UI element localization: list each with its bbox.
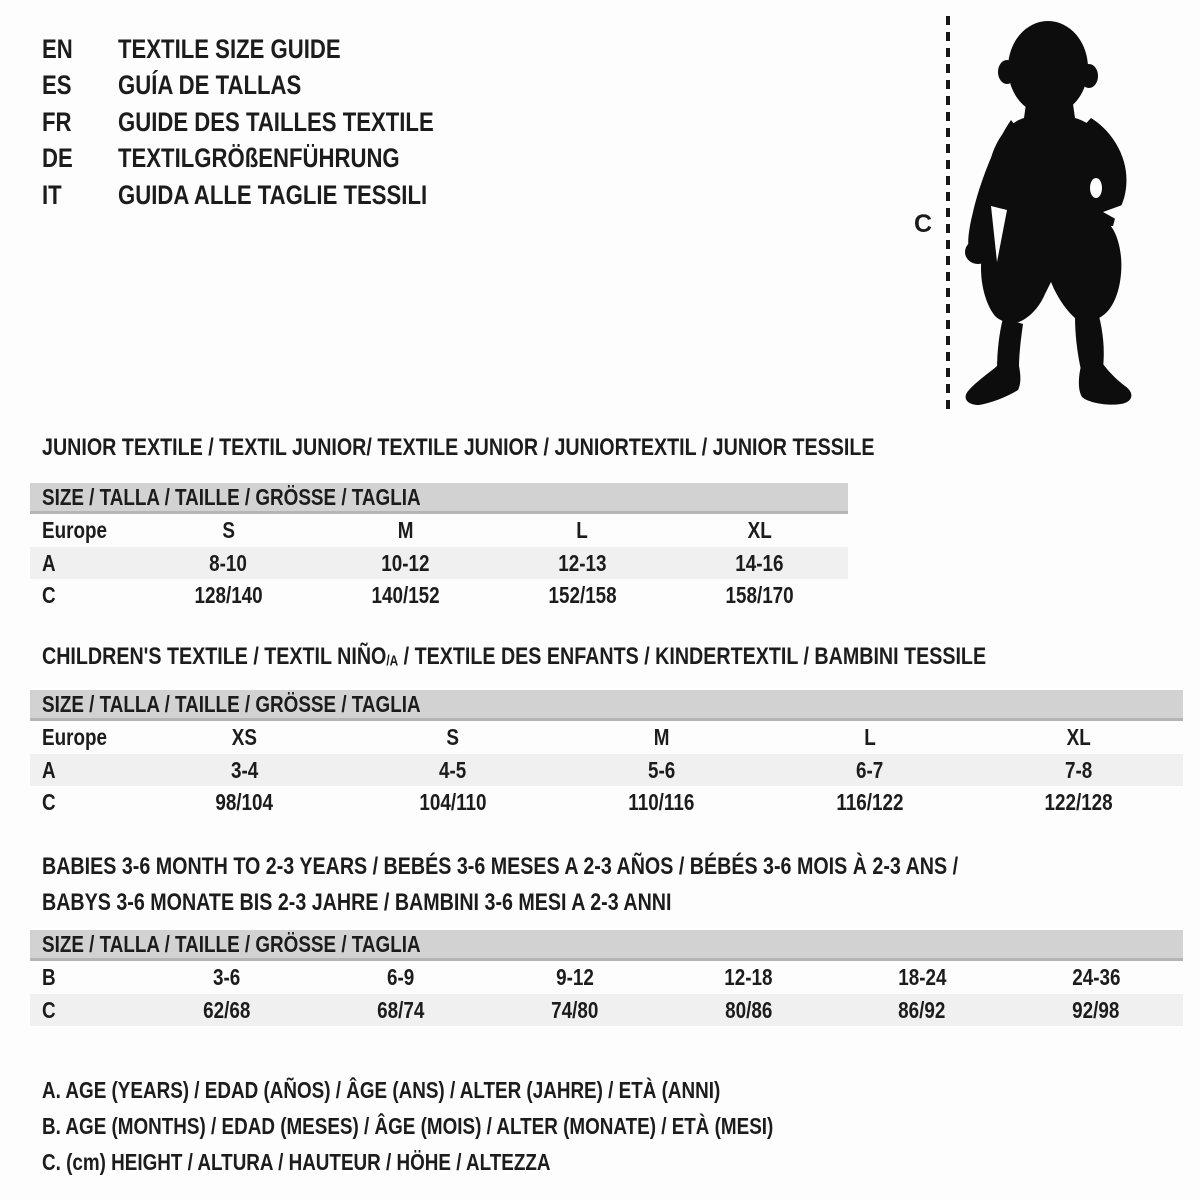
cell: XS (231, 724, 257, 750)
cell: 4-5 (439, 756, 467, 783)
cell: 80/86 (724, 996, 772, 1023)
cell: S (446, 724, 460, 750)
row-label: B (42, 964, 56, 990)
lang-code: DE (42, 143, 73, 174)
legend-line-a: A. AGE (YEARS) / EDAD (AÑOS) / ÂGE (ANS) / ALTER (JAHRE) / ETÀ (ANNI) (42, 1077, 721, 1103)
lang-row-it (42, 177, 503, 214)
cell: 6-7 (856, 756, 884, 783)
babies-section-title: BABIES 3-6 MONTH TO 2-3 YEARS / BEBÉS 3-6 MESES A 2-3 AÑOS / BÉBÉS 3-6 MOIS À 2-3 ANS / BABYS 3-6 MONATE BIS 2-3 JAHRE / BAMBINI 3-6 MESI A 2-3 ANNI (42, 853, 959, 916)
nino-a-subscript: /A (386, 653, 399, 670)
cell: 5-6 (647, 756, 676, 783)
cell: 3-4 (230, 756, 258, 783)
guide-title-de: TEXTILGRÖßENFÜHRUNG (118, 143, 400, 174)
cell: 86/92 (898, 996, 946, 1023)
lang-code: EN (42, 33, 73, 64)
junior-section-title: JUNIOR TEXTILE / TEXTIL JUNIOR/ TEXTILE JUNIOR / JUNIORTEXTIL / JUNIOR TESSILE (42, 434, 875, 461)
guide-title-en: TEXTILE SIZE GUIDE (118, 33, 341, 64)
cell: 68/74 (377, 996, 425, 1023)
language-title-list (42, 31, 503, 214)
lang-row-es (42, 68, 503, 105)
row-label: C (42, 996, 56, 1023)
cell: 128/140 (194, 582, 263, 608)
cell: 10-12 (381, 549, 430, 576)
table-row (30, 754, 1183, 787)
lang-code: ES (42, 70, 72, 101)
cell: 12-18 (724, 964, 773, 990)
legend-line-c: C. (cm) HEIGHT / ALTURA / HAUTEUR / HÖHE / ALTEZZA (42, 1149, 551, 1175)
junior-table (30, 483, 848, 612)
cell: 9-12 (555, 964, 594, 990)
cell: 7-8 (1065, 756, 1093, 783)
row-label: C (42, 582, 56, 608)
table-row (30, 994, 1183, 1027)
table-row (30, 547, 848, 580)
cell: M (397, 517, 414, 543)
table-row (30, 721, 1183, 754)
measurement-legend (42, 1072, 934, 1180)
table-row (30, 961, 1183, 994)
cell: 6-9 (387, 964, 415, 990)
lang-row-en (42, 31, 503, 68)
children-table (30, 690, 1183, 819)
row-label: Europe (42, 724, 107, 750)
cell: 62/68 (203, 996, 251, 1023)
cell: 110/116 (628, 789, 695, 815)
cell: XL (747, 517, 772, 543)
cell: 140/152 (371, 582, 440, 608)
lang-row-de (42, 141, 503, 178)
cell: 24-36 (1071, 964, 1121, 990)
size-header-bar: SIZE / TALLA / TAILLE / GRÖSSE / TAGLIA (30, 690, 1183, 721)
row-label: A (42, 756, 56, 783)
cell: 122/128 (1044, 789, 1113, 815)
table-row (30, 579, 848, 612)
toddler-silhouette-icon (953, 16, 1148, 418)
cell: 8-10 (209, 549, 248, 576)
cell: M (653, 724, 670, 750)
lang-code: IT (42, 179, 62, 210)
lang-row-fr (42, 104, 503, 141)
table-row (30, 514, 848, 547)
guide-title-fr: GUIDE DES TAILLES TEXTILE (118, 106, 434, 137)
table-row (30, 786, 1183, 819)
cell: L (864, 724, 876, 750)
children-section-title: CHILDREN'S TEXTILE / TEXTIL NIÑO/A / TEXTILE DES ENFANTS / KINDERTEXTIL / BAMBINI TESSILE (42, 643, 987, 670)
babies-table (30, 930, 1183, 1026)
height-measure-label: C (914, 210, 933, 238)
cell: 14-16 (735, 549, 784, 576)
cell: 104/110 (419, 789, 487, 815)
size-header-bar: SIZE / TALLA / TAILLE / GRÖSSE / TAGLIA (30, 930, 1183, 961)
cell: 152/158 (548, 582, 617, 608)
cell: 158/170 (725, 582, 794, 608)
row-label: A (42, 549, 56, 576)
guide-title-es: GUÍA DE TALLAS (118, 70, 302, 101)
size-header-bar: SIZE / TALLA / TAILLE / GRÖSSE / TAGLIA (30, 483, 848, 514)
cell: 3-6 (213, 964, 241, 990)
cell: XL (1066, 724, 1091, 750)
row-label: C (42, 789, 56, 815)
row-label: Europe (42, 517, 107, 543)
cell: 98/104 (215, 789, 274, 815)
cell: L (576, 517, 589, 543)
legend-line-b: B. AGE (MONTHS) / EDAD (MESES) / ÂGE (MOIS) / ALTER (MONATE) / ETÀ (MESI) (42, 1113, 774, 1139)
guide-title-it: GUIDA ALLE TAGLIE TESSILI (118, 179, 428, 210)
cell: 12-13 (558, 549, 607, 576)
lang-code: FR (42, 106, 72, 137)
cell: 74/80 (550, 996, 599, 1023)
cell: S (222, 517, 235, 543)
cell: 18-24 (898, 964, 947, 990)
height-dashed-line (944, 16, 952, 416)
cell: 92/98 (1072, 996, 1120, 1023)
cell: 116/122 (836, 789, 904, 815)
